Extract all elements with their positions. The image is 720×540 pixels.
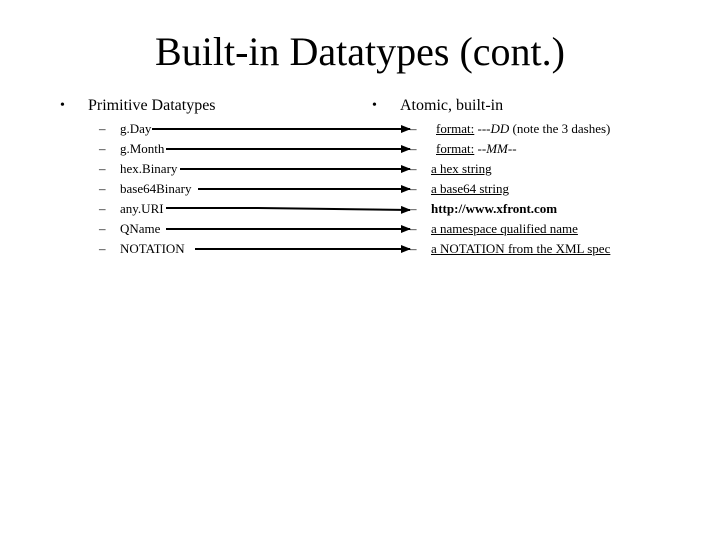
bullet-icon: • xyxy=(60,98,65,113)
hex-string-link[interactable]: a hex string xyxy=(431,161,492,176)
qname-link[interactable]: a namespace qualified name xyxy=(431,221,578,236)
format-text: (note the 3 dashes) xyxy=(509,121,611,136)
dash-icon: – xyxy=(99,121,106,136)
dash-icon: – xyxy=(99,241,106,256)
list-item: hex.Binary xyxy=(120,161,178,176)
dash-icon: – xyxy=(410,141,417,156)
list-item: g.Month xyxy=(120,141,165,156)
dash-icon: – xyxy=(410,221,417,236)
format-text: -- xyxy=(507,141,517,156)
list-item: NOTATION xyxy=(120,241,185,256)
dash-icon: – xyxy=(99,221,106,236)
dash-icon: – xyxy=(410,241,417,256)
dash-icon: – xyxy=(99,181,106,196)
arrow-line xyxy=(166,208,410,210)
list-item: QName xyxy=(120,221,161,236)
list-item: base64Binary xyxy=(120,181,192,196)
list-item: any.URI xyxy=(120,201,164,216)
dash-icon: – xyxy=(99,161,106,176)
dash-icon: – xyxy=(410,181,417,196)
format-text: --- xyxy=(474,121,491,136)
base64-string-link[interactable]: a base64 string xyxy=(431,181,509,196)
dash-icon: – xyxy=(99,201,106,216)
format-link[interactable]: format: xyxy=(436,141,475,156)
url-example: http://www.xfront.com xyxy=(431,201,558,216)
dash-icon: – xyxy=(410,201,417,216)
format-text: -- xyxy=(474,141,487,156)
left-heading: Primitive Datatypes xyxy=(88,97,216,114)
list-item: g.Day xyxy=(120,121,152,136)
dash-icon: – xyxy=(99,141,106,156)
format-link[interactable]: format: xyxy=(436,121,475,136)
slide-title: Built-in Datatypes (cont.) xyxy=(155,29,565,74)
notation-link[interactable]: a NOTATION from the XML spec xyxy=(431,241,611,256)
bullet-icon: • xyxy=(372,98,377,113)
dash-icon: – xyxy=(410,121,417,136)
format-text: DD xyxy=(490,121,510,136)
dash-icon: – xyxy=(410,161,417,176)
format-text: MM xyxy=(486,141,508,156)
right-heading: Atomic, built-in xyxy=(400,97,504,114)
